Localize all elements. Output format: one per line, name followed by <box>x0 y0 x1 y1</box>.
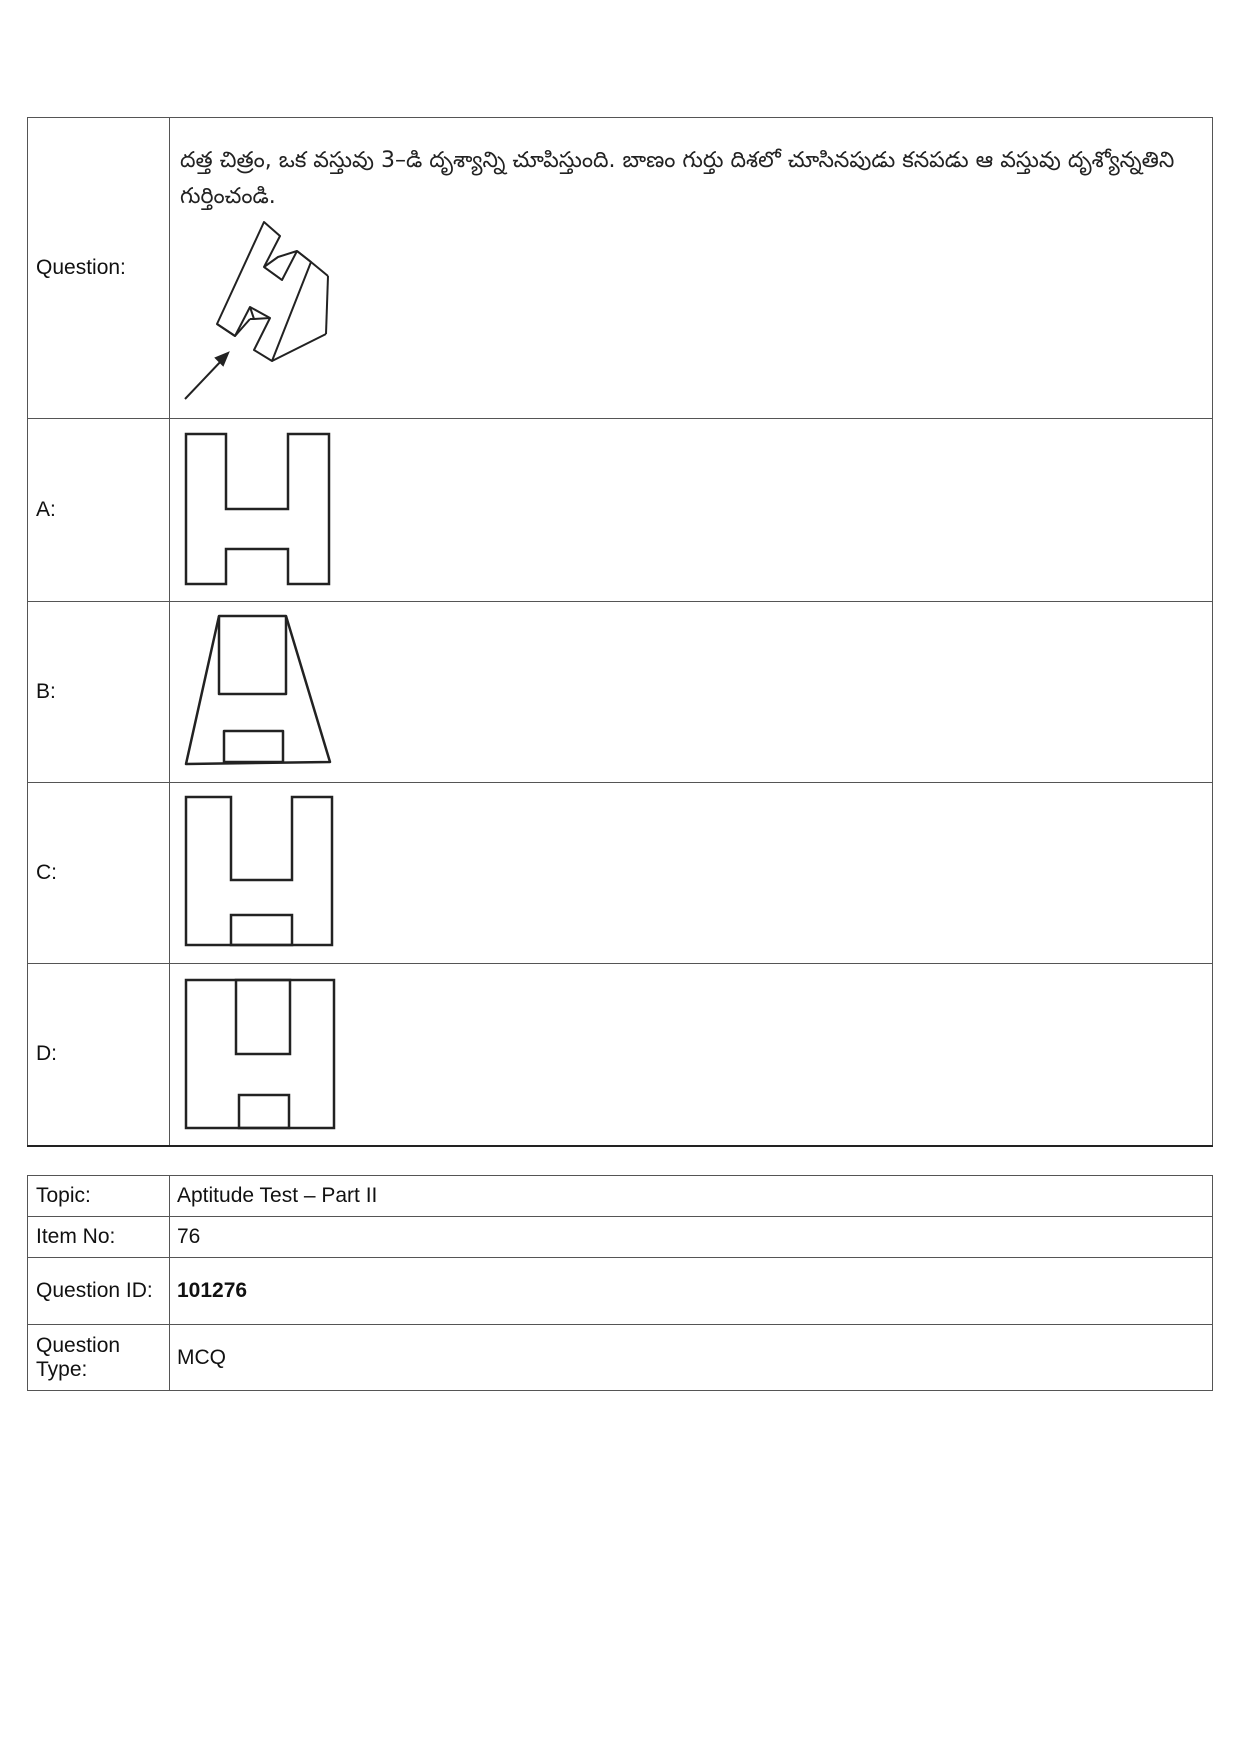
question-type-row <box>28 1325 1213 1391</box>
question-table <box>27 117 1213 1147</box>
question-id-value: 101276 <box>170 1258 1213 1325</box>
option-b-figure <box>184 614 334 770</box>
item-no-label: Item No: <box>28 1217 170 1258</box>
option-b-content[interactable] <box>170 602 1213 783</box>
option-a-content[interactable] <box>170 419 1213 602</box>
question-type-label: Question Type: <box>28 1325 170 1391</box>
topic-label: Topic: <box>28 1176 170 1217</box>
option-d-figure <box>184 976 338 1132</box>
metadata-table <box>27 1175 1213 1391</box>
topic-value: Aptitude Test – Part II <box>170 1176 1213 1217</box>
option-a-figure <box>184 432 334 588</box>
question-id-row <box>28 1258 1213 1325</box>
topic-row <box>28 1176 1213 1217</box>
item-no-value: 76 <box>170 1217 1213 1258</box>
option-c-label: C: <box>28 783 170 964</box>
question-content <box>170 118 1213 419</box>
option-d-content[interactable] <box>170 964 1213 1146</box>
option-a-label: A: <box>28 419 170 602</box>
option-row-b[interactable] <box>28 602 1213 783</box>
question-text: దత్త చిత్రం, ఒక వస్తువు 3–డి దృశ్యాన్ని చూపిస్తుంది. బాణం గుర్తు దిశలో చూసినపుడు కనపడు ఆ వస్తువు దృశ్యోన్నతిని గుర్తించండి. <box>180 147 1175 209</box>
option-d-label: D: <box>28 964 170 1146</box>
option-c-content[interactable] <box>170 783 1213 964</box>
question-row <box>28 118 1213 419</box>
question-label: Question: <box>28 118 170 419</box>
option-row-c[interactable] <box>28 783 1213 964</box>
question-id-label: Question ID: <box>28 1258 170 1325</box>
option-row-a[interactable] <box>28 419 1213 602</box>
option-b-label: B: <box>28 602 170 783</box>
question-3d-figure <box>180 219 360 404</box>
item-no-row <box>28 1217 1213 1258</box>
question-type-value: MCQ <box>170 1325 1213 1391</box>
option-c-figure <box>184 795 336 951</box>
option-row-d[interactable] <box>28 964 1213 1146</box>
